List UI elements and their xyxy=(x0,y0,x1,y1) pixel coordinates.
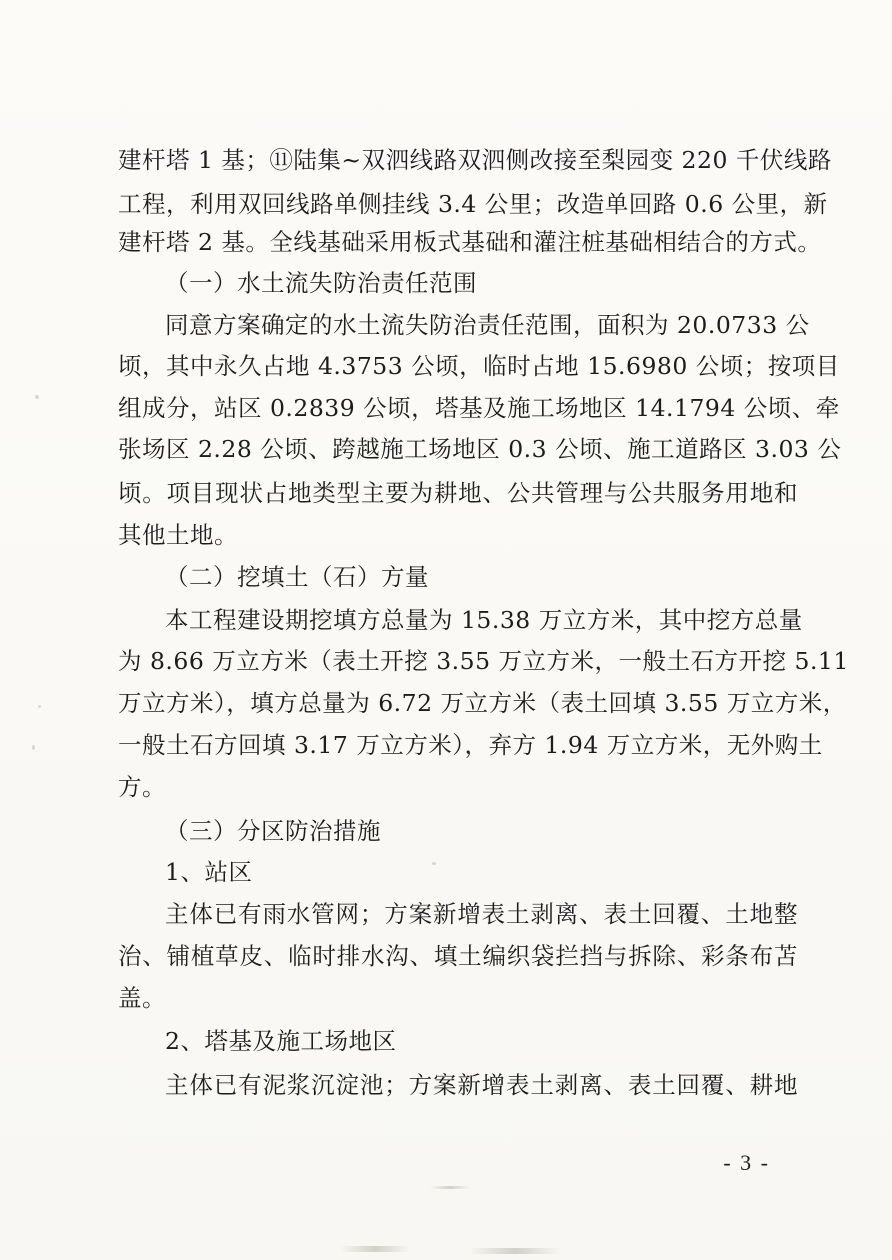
scan-speck xyxy=(38,705,41,708)
text-line-2: 工程，利用双回线路单侧挂线 3.4 公里；改造单回路 0.6 公里，新 xyxy=(118,190,828,218)
subsection-heading-2: 2、塔基及施工场地区 xyxy=(165,1027,397,1055)
text-line-21: 盖。 xyxy=(118,984,166,1012)
scan-speck xyxy=(35,395,39,399)
text-line-8: 张场区 2.28 公顷、跨越施工场地区 0.3 公顷、施工道路区 3.03 公 xyxy=(118,435,842,463)
text-line-7: 组成分，站区 0.2839 公顷，塔基及施工场地区 14.1794 公顷、牵 xyxy=(118,394,840,422)
text-line-23: 主体已有泥浆沉淀池；方案新增表土剥离、表土回覆、耕地 xyxy=(165,1071,798,1099)
scan-speck xyxy=(432,862,436,865)
text-line-19: 主体已有雨水管网；方案新增表土剥离、表土回覆、土地整 xyxy=(165,900,798,928)
text-line-13: 为 8.66 万立方米（表土开挖 3.55 万立方米，一般土石方开挖 5.11 xyxy=(118,647,849,675)
scan-mark xyxy=(340,1246,410,1252)
text-line-16: 方。 xyxy=(118,773,166,801)
text-line-5: 同意方案确定的水土流失防治责任范围，面积为 20.0733 公 xyxy=(165,311,810,339)
text-line-20: 治、铺植草皮、临时排水沟、填土编织袋拦挡与拆除、彩条布苫 xyxy=(118,942,798,970)
section-heading-2: （二）挖填土（石）方量 xyxy=(165,563,429,591)
text-line-6: 顷，其中永久占地 4.3753 公顷，临时占地 15.6980 公顷；按项目 xyxy=(118,352,840,380)
text-line-3: 建杆塔 2 基。全线基础采用板式基础和灌注桩基础相结合的方式。 xyxy=(118,228,822,256)
section-heading-1: （一）水土流失防治责任范围 xyxy=(165,269,477,297)
text-line-12: 本工程建设期挖填方总量为 15.38 万立方米，其中挖方总量 xyxy=(165,606,803,634)
scan-speck xyxy=(32,745,35,750)
text-line-1: 建杆塔 1 基；⑪陆集~双泗线路双泗侧改接至梨园变 220 千伏线路 xyxy=(118,146,832,174)
subsection-heading-1: 1、站区 xyxy=(165,858,253,886)
text-line-14: 万立方米），填方总量为 6.72 万立方米（表土回填 3.55 万立方米， xyxy=(118,689,847,717)
text-line-10: 其他土地。 xyxy=(118,521,238,549)
text-line-15: 一般土石方回填 3.17 万立方米），弃方 1.94 万立方米，无外购土 xyxy=(118,731,823,759)
section-heading-3: （三）分区防治措施 xyxy=(165,817,381,845)
scan-mark xyxy=(430,1186,470,1189)
scan-mark xyxy=(470,1248,560,1254)
text-line-9: 顷。项目现状占地类型主要为耕地、公共管理与公共服务用地和 xyxy=(118,479,798,507)
page-number: - 3 - xyxy=(723,1150,770,1175)
